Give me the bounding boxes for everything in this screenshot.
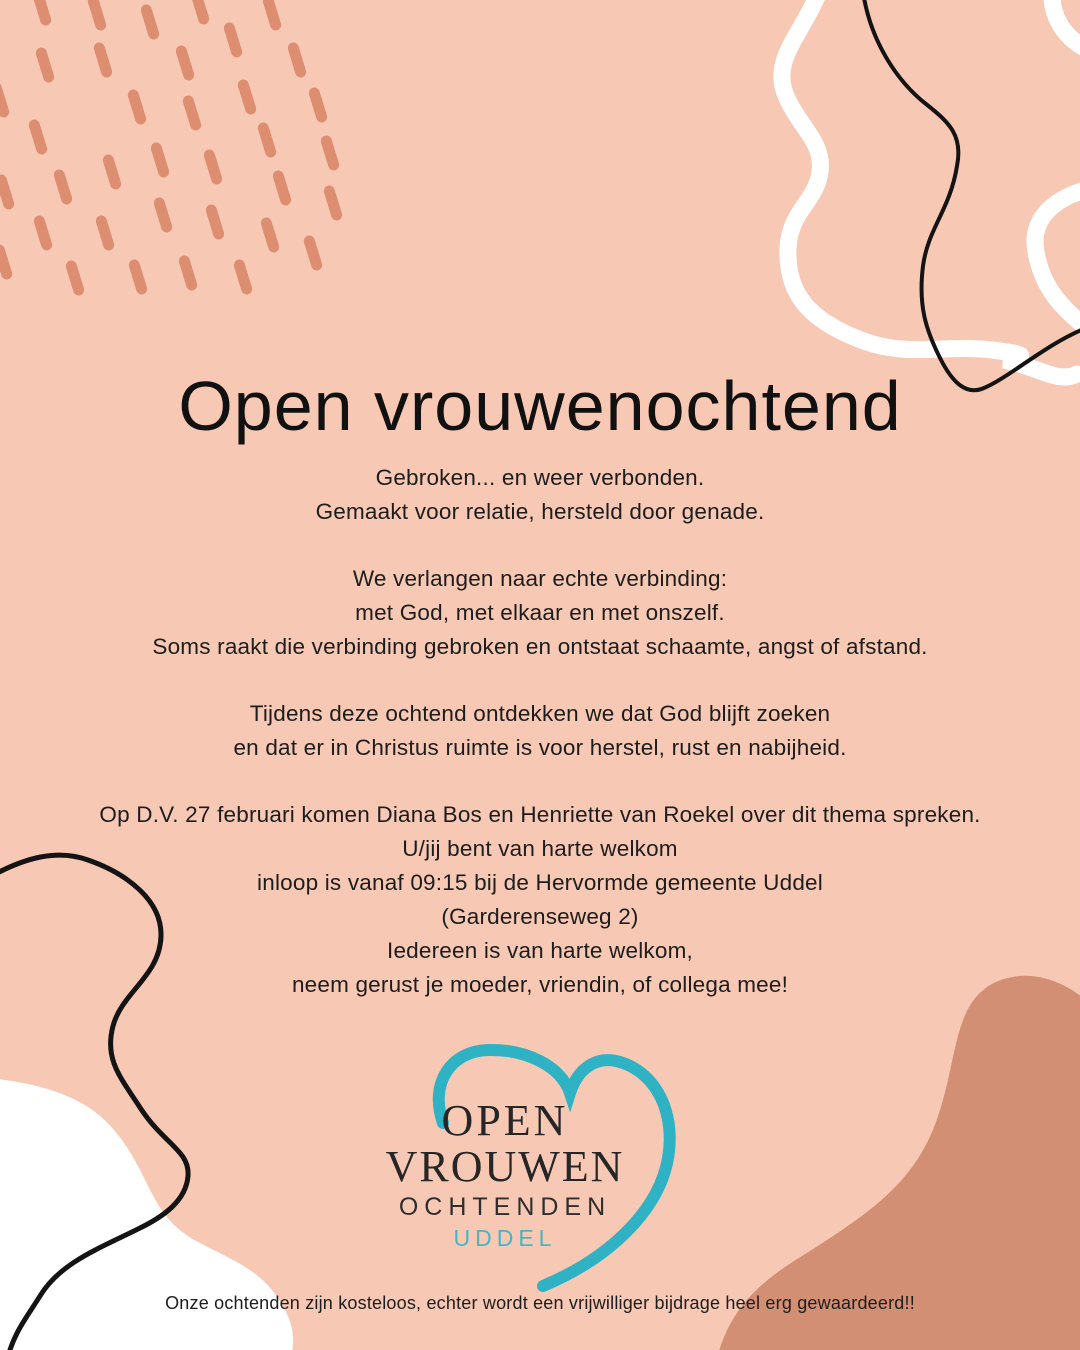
body-copy (0, 461, 1080, 1035)
white-squiggle-top-right (782, 0, 1080, 377)
body-paragraph (0, 562, 1080, 664)
body-line: We verlangen naar echte verbinding: (352, 566, 728, 591)
logo-word-uddel: UDDEL (453, 1225, 557, 1251)
body-line: U/jij bent van harte welkom (402, 836, 678, 861)
black-squiggle-top-right (862, 0, 1080, 390)
body-line: Soms raakt die verbinding gebroken en ontstaat schaamte, angst of afstand. (152, 634, 928, 659)
dash-pattern (0, 0, 344, 297)
logo-word-vrouwen: VROUWEN (385, 1142, 625, 1191)
logo (386, 1098, 625, 1252)
body-line: Iedereen is van harte welkom, (387, 938, 693, 963)
body-line: neem gerust je moeder, vriendin, of collega mee! (291, 972, 789, 997)
body-line: Gebroken... en weer verbonden. (375, 465, 705, 490)
body-line: met God, met elkaar en met onszelf. (355, 600, 725, 625)
footer-note: Onze ochtenden zijn kosteloos, echter wordt een vrijwilliger bijdrage heel erg gewaardeerd!! (165, 1293, 915, 1313)
body-paragraph (0, 697, 1080, 765)
body-paragraph (0, 461, 1080, 529)
poster-title: Open vrouwenochtend (178, 367, 902, 445)
body-line: inloop is vanaf 09:15 bij de Hervormde gemeente Uddel (257, 870, 823, 895)
body-line: (Garderenseweg 2) (441, 904, 639, 929)
body-line: Op D.V. 27 februari komen Diana Bos en Henriette van Roekel over dit thema spreken. (99, 802, 981, 827)
body-line: Gemaakt voor relatie, hersteld door genade. (315, 499, 765, 524)
logo-word-ochtenden: OCHTENDEN (398, 1193, 612, 1221)
logo-word-open: OPEN (441, 1096, 569, 1145)
body-line: en dat er in Christus ruimte is voor herstel, rust en nabijheid. (233, 735, 847, 760)
body-paragraph (0, 798, 1080, 1002)
body-line: Tijdens deze ochtend ontdekken we dat God blijft zoeken (249, 701, 831, 726)
